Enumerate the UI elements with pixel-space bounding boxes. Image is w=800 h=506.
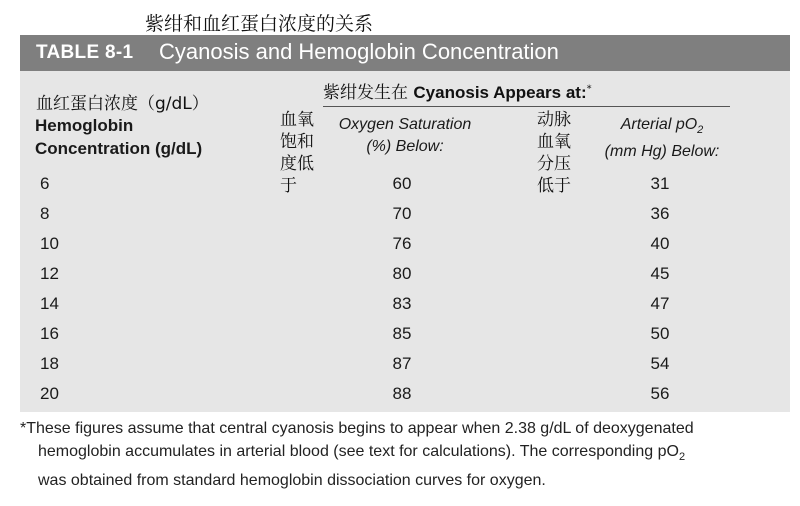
footnote-line-2-text: hemoglobin accumulates in arterial blood (see text for calculations). The corresponding pO [38,443,679,460]
annotation-title: 紫绀和血红蛋白浓度的关系 [145,13,374,35]
cell-saturation: 80 [392,264,412,283]
cell-hemoglobin: 12 [40,264,59,283]
annotation-cyanosis: 紫绀发生在 [323,83,408,103]
cell-hemoglobin: 20 [40,384,59,403]
table-row [20,352,790,382]
footnote-line-1: *These figures assume that central cyanosis begins to appear when 2.38 g/dL of deoxygenated [20,420,694,437]
group-header-rule [323,106,730,107]
annotation-concentration: 血红蛋白浓度（g/dL） [36,94,209,114]
table-row [20,262,790,292]
table-title-bar [20,35,790,71]
table-8-1 [20,35,790,412]
annotation-saturation: 血氧饱和度低于 [280,110,314,196]
column-header-concentration [35,114,202,160]
cell-arterial-po2: 40 [650,234,670,253]
cell-hemoglobin: 8 [40,204,50,223]
cell-saturation: 60 [392,174,412,193]
cell-hemoglobin: 10 [40,234,59,253]
cell-saturation: 83 [392,294,412,313]
cell-arterial-po2: 31 [650,174,670,193]
cell-arterial-po2: 47 [650,294,670,313]
cyanosis-footnote-marker: * [586,83,592,95]
cell-hemoglobin: 14 [40,294,59,313]
column-header-arterial [592,114,732,163]
column-header-arterial-line1 [592,114,732,141]
column-header-saturation-line1: Oxygen Saturation [338,116,472,133]
table-row [20,202,790,232]
cell-saturation: 85 [392,324,412,343]
cell-saturation: 70 [392,204,412,223]
column-header-arterial-sub: 2 [697,124,704,137]
cell-hemoglobin: 16 [40,324,59,343]
column-header-concentration-line1: Hemoglobin [35,116,134,135]
cell-arterial-po2: 56 [650,384,670,403]
cell-hemoglobin: 18 [40,354,59,373]
cell-saturation: 87 [392,354,412,373]
cyanosis-group-header [323,78,592,103]
cell-arterial-po2: 54 [650,354,670,373]
cell-arterial-po2: 50 [650,324,670,343]
table-label: TABLE 8-1 [36,42,134,63]
column-header-arterial-line2: (mm Hg) Below: [604,143,720,161]
table-row [20,382,790,412]
column-header-saturation [325,114,485,158]
footnote-line-2-sub: 2 [678,451,686,464]
table-row [20,172,790,202]
footnote-line-3: was obtained from standard hemoglobin dissociation curves for oxygen. [38,472,546,490]
column-header-concentration-line2: Concentration (g/dL) [35,139,203,158]
cell-saturation: 76 [392,234,412,253]
footnote-line-2 [20,440,790,469]
annotation-arterial: 动脉血氧分压低于 [537,110,571,196]
cell-arterial-po2: 45 [650,264,670,283]
table-caption: Cyanosis and Hemoglobin Concentration [159,39,559,64]
cell-arterial-po2: 36 [650,204,670,223]
table-body [20,172,790,412]
cell-hemoglobin: 6 [40,174,50,193]
cell-saturation: 88 [392,384,412,403]
table-row [20,232,790,262]
column-header-arterial-text: Arterial pO [620,116,698,133]
table-footnote [20,417,790,492]
table-row [20,292,790,322]
table-row [20,322,790,352]
column-header-saturation-line2: (%) Below: [366,138,444,155]
cyanosis-header: Cyanosis Appears at: [413,83,587,102]
